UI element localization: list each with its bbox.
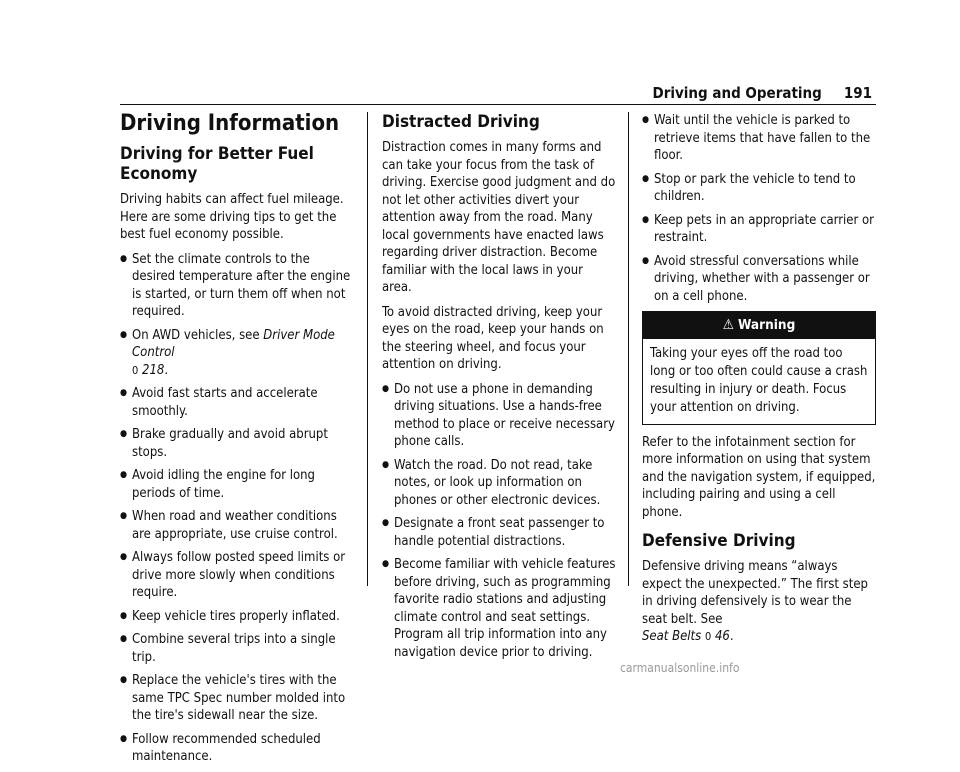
column-1	[120, 112, 352, 772]
defensive-driving-para: Defensive driving means “always expect the unexpected.” The first step in driving defensively is to wear the seat belt. See Seat Belts 0 46.	[642, 559, 868, 644]
page-header	[652, 84, 872, 102]
page-reference-arrow-icon: 0	[704, 630, 712, 643]
page-title: Driving Information	[120, 111, 340, 136]
list-item: ● Always follow posted speed limits or drive more slowly when conditions require.	[120, 550, 346, 600]
list-item: ● Follow recommended scheduled maintenance.	[120, 731, 321, 764]
column-2	[382, 112, 616, 667]
watermark: carmanualsonline.info	[620, 661, 740, 675]
bullet-icon: ●	[120, 634, 128, 644]
bullet-icon: ●	[642, 255, 650, 266]
page-reference[interactable]: 218	[142, 362, 165, 378]
list-item: ● Combine several trips into a single trip.	[120, 632, 336, 665]
list-item: ● Do not use a phone in demanding driving situations. Use a hands-free method to place or receive necessary phone calls.	[382, 381, 615, 449]
list-item: ● Designate a front seat passenger to handle potential distractions.	[382, 516, 605, 549]
warning-box	[642, 311, 876, 425]
warning-icon: ⚠	[722, 317, 735, 333]
fuel-economy-tips	[120, 251, 352, 766]
list-item: ● Replace the vehicle's tires with the same TPC Spec number molded into the tire's sidewall near the size.	[120, 673, 346, 723]
cross-reference-link[interactable]: Seat Belts	[642, 629, 702, 644]
warning-body: Taking your eyes off the road too long or too often could cause a crash resulting in injury or death. Focus your attention on driving.	[650, 345, 868, 415]
section-heading-fuel-economy: Driving for Better Fuel Economy	[120, 144, 314, 184]
bullet-icon: ●	[382, 383, 390, 394]
list-item: ● Keep vehicle tires properly inflated.	[120, 608, 340, 624]
bullet-icon: ●	[642, 214, 650, 225]
bullet-icon: ●	[120, 388, 128, 398]
list-item: ● Avoid idling the engine for long periods of time.	[120, 468, 315, 501]
warning-title-bar	[643, 312, 875, 339]
bullet-icon: ●	[120, 733, 128, 744]
bullet-icon: ●	[120, 675, 128, 685]
bullet-icon: ●	[120, 329, 128, 340]
list-item: ● When road and weather conditions are appropriate, use cruise control.	[120, 509, 338, 542]
bullet-icon: ●	[120, 511, 128, 521]
bullet-icon: ●	[382, 559, 390, 569]
bullet-icon: ●	[120, 470, 128, 480]
column-divider-1	[367, 112, 368, 586]
section-heading-distracted-driving: Distracted Driving	[382, 112, 540, 132]
fuel-economy-intro: Driving habits can affect fuel mileage. Here are some driving tips to get the best fuel economy possible.	[120, 192, 344, 242]
bullet-icon: ●	[382, 518, 390, 528]
page-reference-arrow-icon: 0	[132, 363, 139, 377]
list-item: ● Watch the road. Do not read, take notes, or look up information on phones or other electronic devices.	[382, 457, 601, 508]
warning-title: Warning	[738, 317, 796, 333]
bullet-icon: ●	[120, 610, 128, 621]
bullet-icon: ●	[642, 115, 650, 125]
distracted-driving-tips-continued	[642, 112, 876, 305]
list-item: ● Brake gradually and avoid abrupt stops.	[120, 427, 328, 460]
distracted-driving-tips	[382, 381, 616, 662]
bullet-icon: ●	[120, 552, 128, 562]
list-item: ● Stop or park the vehicle to tend to children.	[642, 171, 856, 204]
cross-reference-link[interactable]: Driver Mode Control	[132, 327, 335, 360]
list-item: ● Become familiar with vehicle features before driving, such as programming favorite radio stations and adjusting climate control and seat settings. Program all trip information into any navigation device prior to driving.	[382, 557, 616, 660]
bullet-icon: ●	[642, 173, 650, 184]
section-title: Driving and Operating	[652, 84, 822, 102]
list-item: ● Set the climate controls to the desired temperature after the engine is started, or turn them off when not required.	[120, 251, 351, 319]
bullet-icon: ●	[120, 253, 128, 264]
column-3	[642, 112, 876, 653]
infotainment-reference-para: Refer to the infotainment section for more information on using that system and the navigation system, if equipped, including pairing and using a cell phone.	[642, 434, 876, 520]
column-divider-2	[628, 112, 629, 586]
page-reference[interactable]: 46	[714, 629, 730, 644]
list-item: ● On AWD vehicles, see Driver Mode Control 0 218.	[120, 327, 335, 378]
distracted-driving-para-1: Distraction comes in many forms and can take your focus from the task of driving. Exercise good judgment and do not let other activities divert your attention away from the road. Many local governments have enacted laws regarding driver distraction. Become familiar with the local laws in your area.	[382, 140, 616, 295]
bullet-icon: ●	[120, 429, 128, 439]
list-item: ● Avoid fast starts and accelerate smoothly.	[120, 386, 318, 419]
list-item: ● Wait until the vehicle is parked to retrieve items that have fallen to the floor.	[642, 113, 871, 163]
page-number: 191	[843, 84, 872, 102]
list-item: ● Keep pets in an appropriate carrier or restraint.	[642, 212, 874, 245]
section-heading-defensive-driving: Defensive Driving	[642, 531, 796, 551]
header-rule	[120, 104, 876, 105]
bullet-icon: ●	[382, 459, 390, 470]
list-item: ● Avoid stressful conversations while driving, whether with a passenger or on a cell phone.	[642, 253, 870, 304]
distracted-driving-para-2: To avoid distracted driving, keep your eyes on the road, keep your hands on the steering wheel, and focus your attention on driving.	[382, 304, 604, 372]
